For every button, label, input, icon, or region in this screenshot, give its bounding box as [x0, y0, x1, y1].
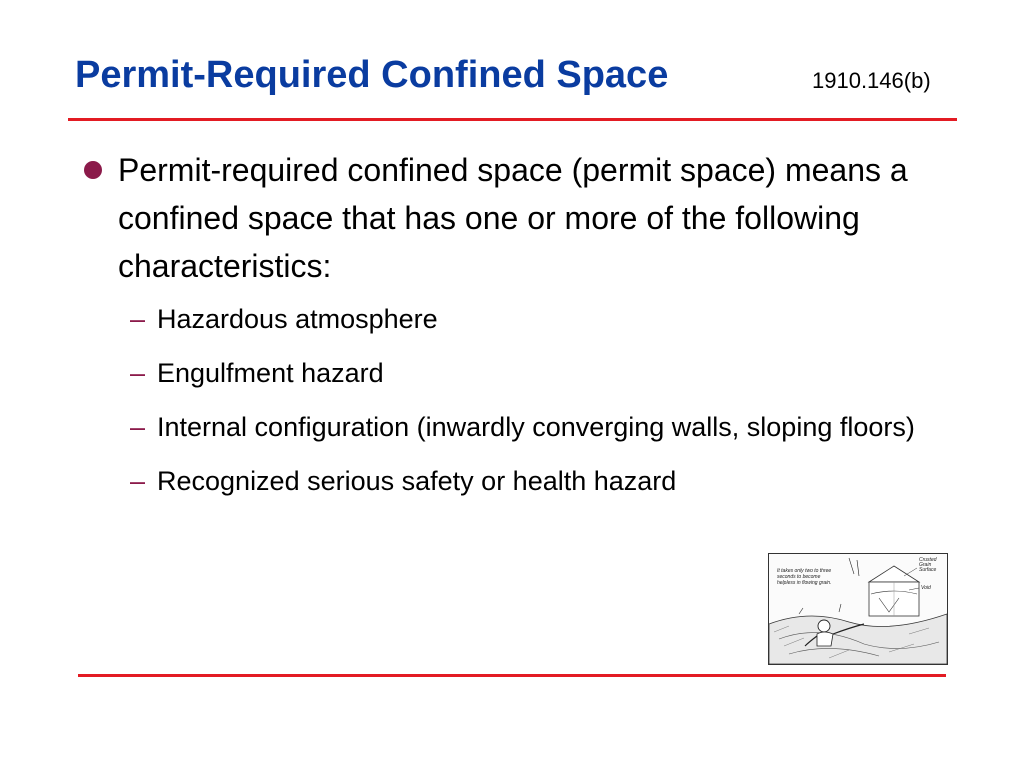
sub-bullet-text: Engulfment hazard	[157, 358, 384, 388]
dash-icon: –	[130, 358, 146, 388]
dash-icon: –	[130, 466, 146, 496]
sub-bullet-item	[130, 300, 920, 338]
slide-title: Permit-Required Confined Space	[75, 54, 669, 96]
grain-engulfment-illustration	[768, 553, 948, 665]
top-divider	[68, 118, 957, 121]
sub-bullet-text: Hazardous atmosphere	[157, 304, 438, 334]
main-bullet	[84, 146, 954, 290]
main-bullet-text: Permit-required confined space (permit space) means a confined space that has one or more of the following characteristics:	[118, 152, 908, 284]
regulation-reference: 1910.146(b)	[812, 68, 931, 93]
sub-bullet-text: Internal configuration (inwardly converging walls, sloping floors)	[157, 412, 915, 442]
bullet-dot-icon	[84, 161, 102, 179]
illustration-caption: It takes only two to three seconds to become helpless in flowing grain.	[777, 568, 832, 586]
sub-bullet-item	[130, 354, 920, 392]
sub-bullet-item	[130, 408, 920, 446]
sub-bullet-text: Recognized serious safety or health hazard	[157, 466, 677, 496]
crusted-grain-label: Crusted Grain Surface	[919, 557, 937, 573]
bottom-divider	[78, 674, 946, 677]
sub-bullet-item	[130, 462, 920, 500]
void-label: Void	[921, 585, 931, 591]
dash-icon: –	[130, 304, 146, 334]
sub-bullet-list	[130, 300, 920, 516]
dash-icon: –	[130, 412, 146, 442]
